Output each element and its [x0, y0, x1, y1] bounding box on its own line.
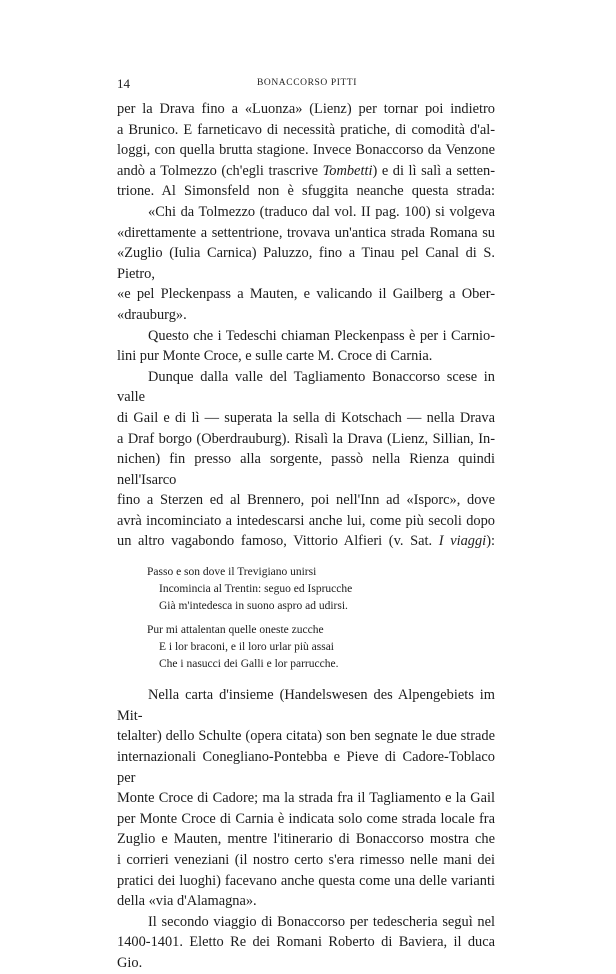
paragraph-line: telalter) dello Schulte (opera citata) son ben segnate le due strade — [117, 728, 495, 745]
paragraph-line: a Draf borgo (Oberdrauburg). Risalì la Drava (Lienz, Sillian, In- — [117, 430, 495, 447]
quote-line: «e pel Pleckenpass a Mauten, e valicando il Gailberg a Ober- — [117, 286, 495, 303]
text-run: andò a Tolmezzo (ch'egli trascrive — [117, 162, 323, 179]
paragraph-line — [117, 531, 495, 552]
text-run: ): — [486, 533, 495, 550]
poem-quote — [117, 564, 495, 673]
paragraph-line: Monte Croce di Cadore; ma la strada fra il Tagliamento e la Gail — [117, 790, 495, 807]
poem-stanza — [147, 564, 495, 616]
paragraph-line: internazionali Conegliano-Pontebba e Pieve di Cadore-Toblaco per — [117, 749, 495, 786]
paragraph-line: nichen) fin presso alla sorgente, passò nella Rienza quindi nell'Isarco — [117, 451, 495, 488]
paragraph-line: fino a Sterzen ed al Brennero, poi nell'Inn ad «Isporc», dove — [117, 492, 495, 509]
page-number: 14 — [117, 76, 130, 91]
italic-title: Tombetti — [322, 162, 373, 179]
paragraph-line: Dunque dalla valle del Tagliamento Bonaccorso scese in valle — [117, 368, 495, 406]
running-head: BONACCORSO PITTI — [256, 78, 358, 88]
paragraph-line: Questo che i Tedeschi chiaman Pleckenpass è per i Carnio- — [148, 327, 495, 344]
paragraph-line — [117, 161, 495, 182]
quote-line: «direttamente a settentrione, trovava un'antica strada Romana su — [117, 224, 495, 241]
text-run: ) e di lì salì a setten- — [372, 162, 496, 179]
body-text — [117, 99, 495, 974]
quote-line: «drauburg». — [117, 306, 187, 323]
poem-verse: Che i nasucci dei Galli e lor parrucche. — [159, 658, 339, 671]
paragraph-line: trione. Al Simonsfeld non è sfuggita neanche questa strada: — [117, 183, 495, 200]
poem-verse: Incomincia al Trentin: seguo ed Isprucche — [159, 583, 353, 596]
quote-line: «Zuglio (Iulia Carnica) Paluzzo, fino a Tinau pel Canal di S. Pietro, — [117, 245, 495, 282]
text-run: un altro vagabondo famoso, Vittorio Alfieri (v. Sat. — [117, 533, 439, 550]
paragraph-line: per la Drava fino a «Luonza» (Lienz) per tornar poi indietro — [117, 101, 495, 117]
paragraph-line: di Gail e di lì — superata la sella di Kotschach — nella Drava — [117, 409, 495, 426]
italic-title: I viaggi — [438, 533, 487, 550]
paragraph-line: pratici dei luoghi) facevano anche questa come una delle varianti — [117, 872, 495, 889]
poem-verse: Passo e son dove il Trevigiano unirsi — [147, 566, 317, 579]
paragraph-line: 1400-1401. Eletto Re dei Romani Roberto di Baviera, il duca Gio. — [117, 934, 495, 971]
paragraph-line: lini pur Monte Croce, e sulle carte M. Croce di Carnia. — [117, 348, 433, 365]
paragraph-line: Nella carta d'insieme (Handelswesen des Alpengebiets im Mit- — [117, 687, 495, 724]
paragraph-line: i corrieri veneziani (il nostro certo s'era rimesso nelle mani dei — [117, 852, 495, 869]
paragraph-line: loggi, con quella brutta stagione. Invece Bonaccorso da Venzone — [117, 142, 495, 159]
poem-verse: Già m'intedesca in suono aspro ad udirsi. — [159, 600, 348, 613]
paragraph-line: della «via d'Alamagna». — [117, 893, 257, 910]
paragraph-line: per Monte Croce di Carnia è indicata solo come strada locale fra — [117, 810, 495, 827]
poem-verse: Pur mi attalentan quelle oneste zucche — [147, 623, 324, 636]
paragraph-line: Zuglio e Mauten, mentre l'itinerario di Bonaccorso mostra che — [117, 831, 495, 848]
quote-line: «Chi da Tolmezzo (traduco dal vol. II pag. 100) si volgeva — [148, 203, 495, 220]
paragraph-line: avrà incominciato a intedescarsi anche lui, come più secoli dopo — [117, 512, 495, 529]
paragraph-line: Il secondo viaggio di Bonaccorso per tedescheria seguì nel — [148, 913, 495, 930]
paragraph-line: a Brunico. E farneticavo di necessità pratiche, di comodità d'al- — [117, 121, 495, 138]
poem-verse: E i lor braconi, e il loro urlar più assai — [159, 640, 335, 653]
poem-stanza — [147, 622, 495, 674]
page-header — [117, 76, 497, 92]
